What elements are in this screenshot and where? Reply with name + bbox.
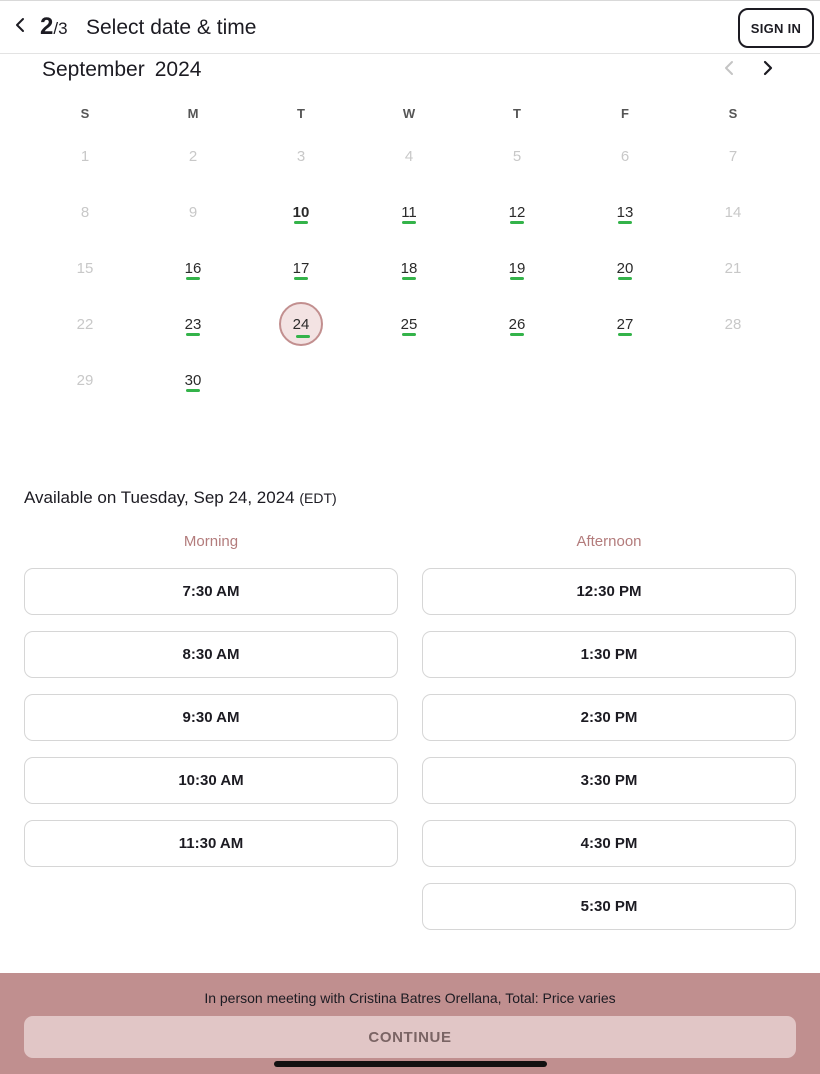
day-number: 29 bbox=[76, 371, 94, 389]
day-number: 12 bbox=[508, 203, 526, 221]
day-number: 18 bbox=[400, 259, 418, 277]
calendar-day[interactable] bbox=[387, 190, 431, 234]
day-number: 10 bbox=[292, 203, 310, 221]
calendar-day bbox=[711, 302, 755, 346]
sign-in-button[interactable]: SIGN IN bbox=[738, 8, 814, 48]
chevron-right-icon bbox=[762, 59, 774, 82]
day-number: 14 bbox=[724, 203, 742, 221]
calendar-day[interactable] bbox=[171, 246, 215, 290]
afternoon-time-slot-button[interactable]: 5:30 PM bbox=[422, 883, 796, 930]
calendar-day-selected[interactable] bbox=[279, 302, 323, 346]
morning-time-slot-button[interactable]: 11:30 AM bbox=[24, 820, 398, 867]
timezone-label: (EDT) bbox=[299, 490, 337, 506]
booking-footer bbox=[0, 973, 820, 1074]
day-number: 6 bbox=[620, 147, 630, 165]
availability-marker bbox=[402, 221, 416, 224]
weekday-label: S bbox=[80, 106, 90, 121]
morning-time-slot-button[interactable]: 9:30 AM bbox=[24, 694, 398, 741]
availability-marker bbox=[186, 389, 200, 392]
weekday-label: T bbox=[297, 106, 305, 121]
day-number: 9 bbox=[188, 203, 198, 221]
day-number: 7 bbox=[728, 147, 738, 165]
weekday-label: F bbox=[621, 106, 629, 121]
calendar-day[interactable] bbox=[603, 246, 647, 290]
morning-label: Morning bbox=[183, 533, 239, 550]
afternoon-time-slot-button[interactable]: 12:30 PM bbox=[422, 568, 796, 615]
back-button[interactable] bbox=[6, 11, 34, 43]
calendar-day bbox=[63, 358, 107, 402]
calendar-day bbox=[387, 134, 431, 178]
step-indicator bbox=[40, 12, 68, 44]
calendar-day bbox=[63, 190, 107, 234]
day-number: 28 bbox=[724, 315, 742, 333]
calendar-day[interactable] bbox=[387, 302, 431, 346]
day-number: 4 bbox=[404, 147, 414, 165]
day-number: 2 bbox=[188, 147, 198, 165]
calendar-day[interactable] bbox=[495, 246, 539, 290]
day-number: 24 bbox=[292, 315, 310, 333]
afternoon-time-slot-button[interactable]: 1:30 PM bbox=[422, 631, 796, 678]
day-number: 3 bbox=[296, 147, 306, 165]
booking-summary: In person meeting with Cristina Batres Orellana, Total: Price varies bbox=[204, 990, 616, 1006]
chevron-left-icon bbox=[14, 16, 26, 39]
calendar-day bbox=[603, 134, 647, 178]
day-number: 21 bbox=[724, 259, 742, 277]
previous-month-button[interactable] bbox=[716, 57, 742, 83]
day-number: 26 bbox=[508, 315, 526, 333]
morning-time-slot-button[interactable]: 10:30 AM bbox=[24, 757, 398, 804]
weekday-label: W bbox=[402, 106, 416, 121]
year-label: 2024 bbox=[154, 58, 202, 81]
day-number: 17 bbox=[292, 259, 310, 277]
availability-marker bbox=[294, 221, 308, 224]
calendar-day[interactable] bbox=[495, 190, 539, 234]
calendar-day bbox=[711, 190, 755, 234]
page-title: Select date & time bbox=[86, 16, 257, 39]
availability-marker bbox=[510, 221, 524, 224]
availability-marker bbox=[294, 277, 308, 280]
step-current: 2 bbox=[40, 13, 54, 40]
day-number: 5 bbox=[512, 147, 522, 165]
day-number: 27 bbox=[616, 315, 634, 333]
home-indicator bbox=[274, 1061, 547, 1067]
weekday-label: T bbox=[513, 106, 521, 121]
day-number: 15 bbox=[76, 259, 94, 277]
day-number: 16 bbox=[184, 259, 202, 277]
availability-marker bbox=[186, 333, 200, 336]
header-bar bbox=[0, 1, 820, 54]
continue-button[interactable]: CONTINUE bbox=[24, 1016, 796, 1058]
day-number: 25 bbox=[400, 315, 418, 333]
day-number: 20 bbox=[616, 259, 634, 277]
calendar-day[interactable] bbox=[279, 246, 323, 290]
calendar-day bbox=[63, 134, 107, 178]
availability-marker bbox=[618, 221, 632, 224]
day-number: 22 bbox=[76, 315, 94, 333]
calendar-day bbox=[711, 246, 755, 290]
calendar-day[interactable] bbox=[387, 246, 431, 290]
weekday-label: S bbox=[728, 106, 738, 121]
afternoon-time-slot-button[interactable]: 4:30 PM bbox=[422, 820, 796, 867]
calendar-day[interactable] bbox=[171, 358, 215, 402]
calendar-day bbox=[711, 134, 755, 178]
availability-marker bbox=[618, 277, 632, 280]
calendar-day[interactable] bbox=[171, 302, 215, 346]
calendar-day[interactable] bbox=[603, 302, 647, 346]
availability-marker bbox=[402, 277, 416, 280]
availability-heading bbox=[24, 487, 337, 509]
afternoon-time-slot-button[interactable]: 2:30 PM bbox=[422, 694, 796, 741]
calendar-day bbox=[63, 246, 107, 290]
availability-marker bbox=[510, 333, 524, 336]
morning-time-slot-button[interactable]: 8:30 AM bbox=[24, 631, 398, 678]
availability-marker bbox=[510, 277, 524, 280]
calendar-day bbox=[63, 302, 107, 346]
availability-marker bbox=[402, 333, 416, 336]
availability-date: Available on Tuesday, Sep 24, 2024 bbox=[24, 488, 295, 507]
calendar-day bbox=[171, 134, 215, 178]
next-month-button[interactable] bbox=[755, 57, 781, 83]
month-label: September bbox=[42, 58, 145, 81]
day-number: 19 bbox=[508, 259, 526, 277]
day-number: 8 bbox=[80, 203, 90, 221]
day-number: 1 bbox=[80, 147, 90, 165]
month-year-title bbox=[42, 56, 201, 84]
calendar-day[interactable] bbox=[279, 190, 323, 234]
day-number: 13 bbox=[616, 203, 634, 221]
availability-marker bbox=[618, 333, 632, 336]
calendar-day bbox=[279, 134, 323, 178]
step-total: /3 bbox=[53, 19, 68, 38]
weekday-label: M bbox=[187, 106, 199, 121]
calendar-day bbox=[171, 190, 215, 234]
calendar-day[interactable] bbox=[603, 190, 647, 234]
morning-time-slot-button[interactable]: 7:30 AM bbox=[24, 568, 398, 615]
day-number: 23 bbox=[184, 315, 202, 333]
afternoon-time-slot-button[interactable]: 3:30 PM bbox=[422, 757, 796, 804]
availability-marker bbox=[186, 277, 200, 280]
day-number: 11 bbox=[401, 203, 417, 221]
calendar-day bbox=[495, 134, 539, 178]
afternoon-label: Afternoon bbox=[576, 533, 642, 550]
availability-marker bbox=[296, 335, 310, 338]
chevron-left-icon bbox=[723, 59, 735, 82]
day-number: 30 bbox=[184, 371, 202, 389]
calendar-day[interactable] bbox=[495, 302, 539, 346]
